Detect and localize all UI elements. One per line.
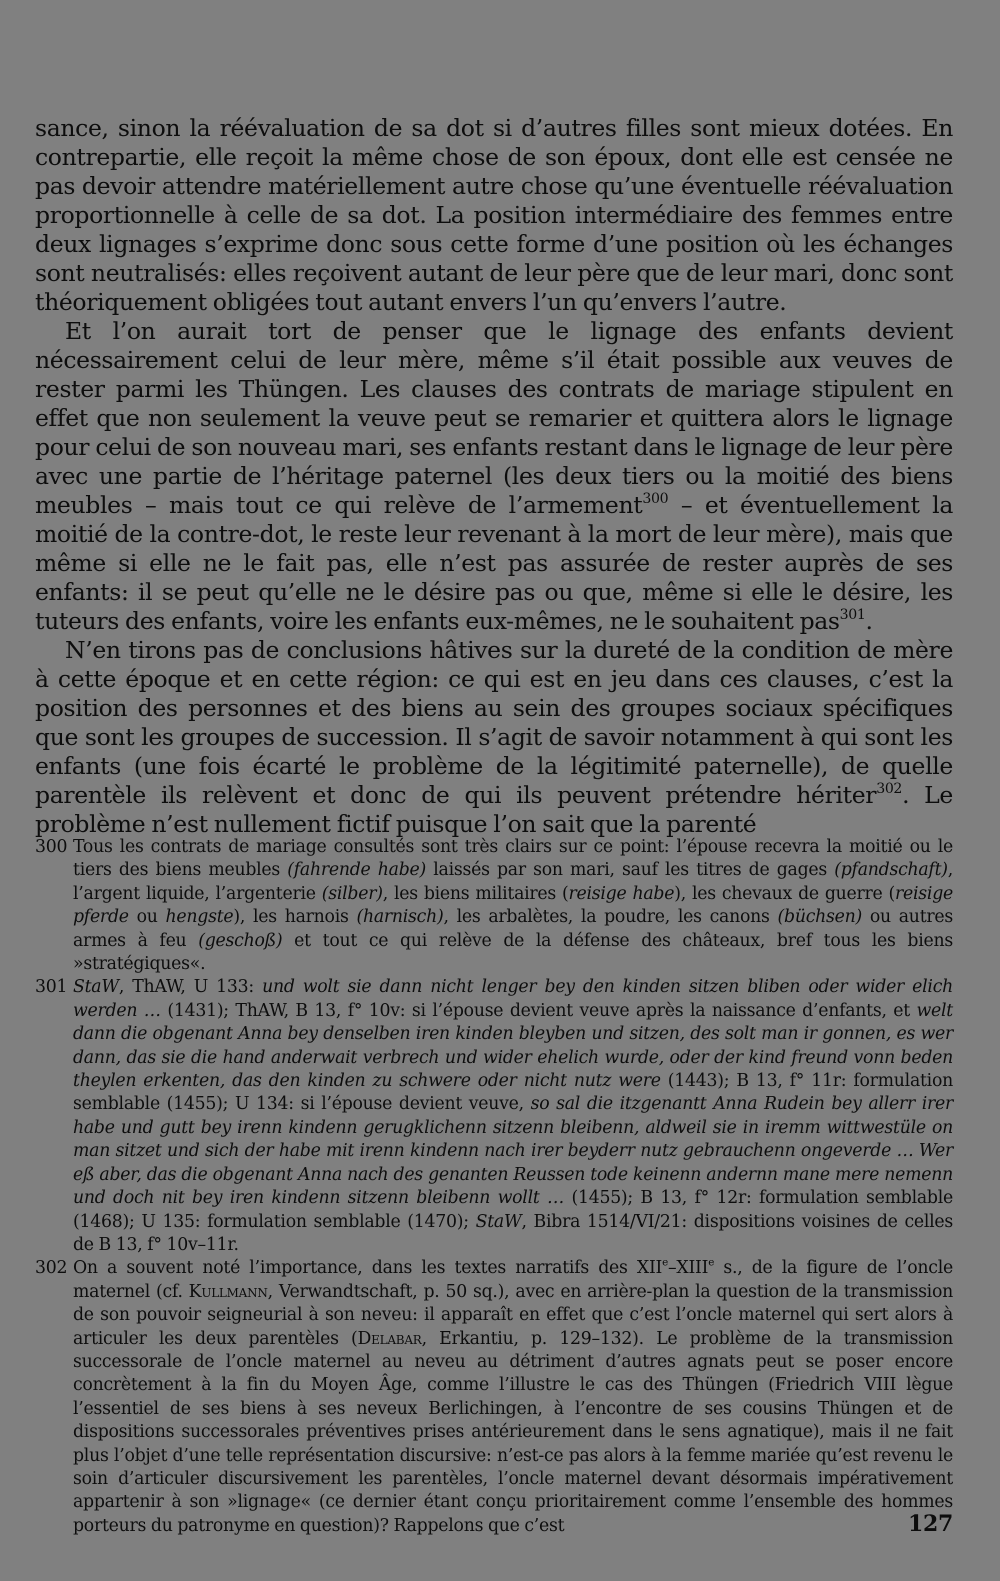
book-page: [35, 0, 953, 1581]
footnote-ref-302[interactable]: 302: [876, 781, 903, 798]
page-number: 127: [907, 1511, 953, 1537]
author-name: Delabar: [357, 1328, 422, 1349]
footnote-302: 302 On a souvent noté l’importance, dans les textes narratifs des XIIe–XIIIe s., de la figure de l’oncle maternel (cf. Kullmann, Verwandtschaft, p. 50 sq.), avec en arrière-plan la question de la transmission de son pouvoir seigneurial à son neveu: il apparaît en effet que c’est l’oncle maternel qui sert alors à articuler les deux parentèles (Delabar, Erkantiu, p. 129–132). Le problème de la transmission successorale de l’oncle maternel au neveu au détriment d’autres agnats peut se poser encore concrètement à la fin du Moyen Âge, comme l’illustre le cas des Thüngen (Friedrich VIII lègue l’essentiel de ses biens à ses neveux Berlichingen, à l’encontre de ses cousins Thüngen et de dispositions successorales préventives prises antérieurement dans le sens agnatique), mais il ne fait plus l’objet d’une telle représentation discursive: n’est-ce pas alors à la femme mariée qu’est revenu le soin d’articuler discursivement les parentèles, l’oncle maternel devant désormais impérativement appartenir à son »lignage« (ce dernier étant conçu prioritairement comme l’ensemble des hommes porteurs du patronyme en question)? Rappelons que c’est: [35, 1257, 953, 1536]
footnote-ref-301[interactable]: 301: [839, 607, 866, 624]
paragraph-2: Et l’on aurait tort de penser que le lignage des enfants devient nécessairement celui de leur mère, même s’il était possible aux veuves de rester parmi les Thüngen. Les clauses des contrats de mariage stipulent en effet que non seulement la veuve peut se remarier et quittera alors le lignage pour celui de son nouveau mari, ses enfants restant dans le lignage de leur père avec une partie de l’héritage paternel (les deux tiers ou la moitié des biens meubles – mais tout ce qui relève de l’armement$^{300}$ – et éventuellement la moitié de la contre-dot, le reste leur revenant à la mort de leur mère), mais que même si elle ne le fait pas, elle n’est pas assurée de rester auprès de ses enfants: il se peut qu’elle ne le désire pas ou que, même si elle le désire, les tuteurs des enfants, voire les enfants eux-mêmes, ne le souhaitent pas$^{301}$.: [35, 317, 953, 635]
paragraph-1: sance, sinon la réévaluation de sa dot si d’autres filles sont mieux dotées. En contrepartie, elle reçoit la même chose de son époux, dont elle est censée ne pas devoir attendre matériellement autre chose qu’une éventuelle réévaluation proportionnelle à celle de sa dot. La position intermédiaire des femmes entre deux lignages s’exprime donc sous cette forme d’une position où les échanges sont neutralisés: elles reçoivent autant de leur père que de leur mari, donc sont théoriquement obligées tout autant envers l’un qu’envers l’autre.: [35, 114, 953, 316]
footnote-ref-300[interactable]: 300: [642, 491, 669, 508]
paragraph-3: N’en tirons pas de conclusions hâtives sur la dureté de la condition de mère à cette époque et en cette région: ce qui est en jeu dans ces clauses, c’est la position des personnes et des biens au sein des groupes sociaux spécifiques que sont les groupes de succession. Il s’agit de savoir notamment à qui sont les enfants (une fois écarté le problème de la légitimité paternelle), de quelle parentèle ils relèvent et donc de qui ils peuvent prétendre hériter$^{302}$. Le problème n’est nullement fictif puisque l’on sait que la parenté: [35, 636, 953, 838]
footnotes: [35, 836, 953, 1538]
footnote-number: 302: [35, 1258, 68, 1279]
main-text: [35, 114, 953, 839]
footnote-number: 300: [35, 837, 68, 857]
footnote-number: 301: [35, 977, 68, 998]
author-name: Kullmann: [188, 1281, 268, 1302]
footnote-300: 300 Tous les contrats de mariage consultés sont très clairs sur ce point: l’épouse recevra la moitié ou le tiers des biens meubles (fahrende habe) laissés par son mari, sauf les titres de gages (pfandschaft), l’argent liquide, l’argenterie (silber), les biens militaires (reisige habe), les chevaux de guerre (reisige pferde ou hengste), les harnois (harnisch), les arbalètes, la poudre, les canons (büchsen) ou autres armes à feu (geschoß) et tout ce qui relève de la défense des châteaux, bref tous les biens »stratégiques«.: [35, 837, 954, 975]
footnote-301: 301 StaW, ThAW, U 133: und wolt sie dann nicht lenger bey den kinden sitzen bliben oder wider elich werden … (1431); ThAW, B 13, f° 10v: si l’épouse devient veuve après la naissance d’enfants, et welt dann die obgenant Anna bey denselben iren kinden bleyben und sitzen, des solt man ir gonnen, es wer dann, das sie die hand anderwait verbrech und wider ehelich wurde, oder der kind freund vonn beden theylen erkenten, das den kinden zu schwere oder nicht nutz were (1443); B 13, f° 11r: formulation semblable (1455); U 134: si l’épouse devient veuve, so sal die itzgenantt Anna Rudein bey allerr irer habe und gutt bey irenn kindenn gerugklichenn sitzenn bleibenn, aldweil sie in iremm wittwestüle on man sitzet und sich der habe mit irenn kindenn nach irer beyderr nutz gebrauchenn ongeverde … Wer eß aber, das die obgenant Anna nach des genanten Reussen tode keinenn andernn mane mere nemenn und doch nit bey iren kindenn sitzenn bleibenn wollt … (1455); B 13, f° 12r: formulation semblable (1468); U 135: formulation semblable (1470); StaW, Bibra 1514/VI/21: dispositions voisines de celles de B 13, f° 10v–11r.: [35, 977, 953, 1255]
